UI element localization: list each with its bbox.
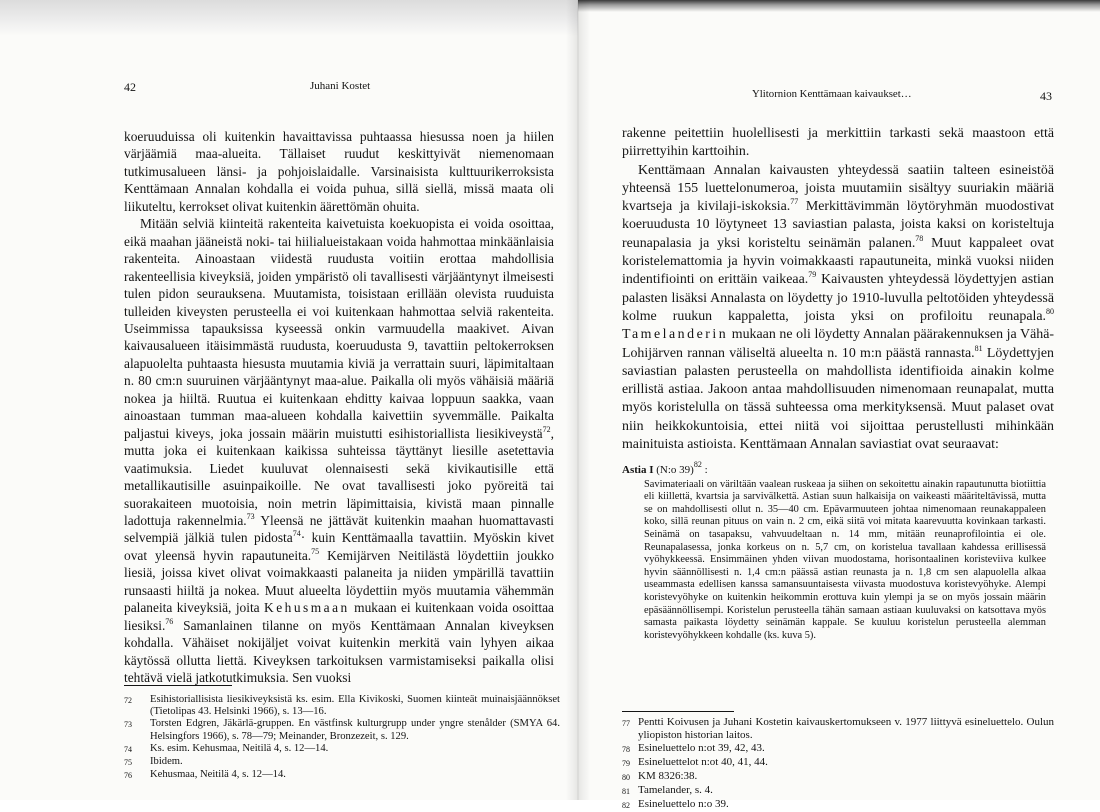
- footnote: [124, 743, 560, 756]
- text-run: Samanlainen tilanne on myös Kenttämaan Annalan kiveyksen kohdalla. Vähäiset nokijäljet voivat kuitenkin merkitä vain lyhyen aikaa käytössä ollutta liettä. Kiveyksen tarkoituksen varmistamiseksi paikalla olisi tehtävä vielä jatkotutkimuksia. Sen vuoksi: [124, 617, 554, 686]
- footnote-ref: 74: [292, 529, 301, 539]
- text-run: Merkittävimmän löytöryhmän muodostivat koeruudusta 10 löytyneet 13 saviastian palasta, joista kaksi on koristeltuja reunapalasia ja yksi koristeltu seinämän palanen.: [622, 199, 1054, 251]
- text-run: koeruuduissa oli kuitenkin havaittavissa puhtaassa hiesussa noen ja hiilen värjäämiä maa-alueita. Tällaiset ruudut keskittyivät niemenomaan tutkimusalueen länsi- ja pohjoislaidalle. Varsinaisista kulttuurikerroksista Kenttämaan Annalan kohdalla ei voida puhua, sillä siellä, missä maata oli liikuteltu, kerrokset olivat kuitenkin äärettömän ohuita.: [124, 129, 554, 214]
- footnote: [622, 798, 1054, 812]
- text-run: mukaan ne oli löydetty Annalan päärakennuksen ja Vähä-Lohijärven rannan väliseltä alueelta n. 10 m:n päästä rannasta.: [622, 327, 1054, 361]
- footnote: [124, 769, 560, 782]
- catalog-entry-colon: :: [701, 464, 708, 476]
- footnote-number: 77: [622, 719, 630, 728]
- footnote: [622, 756, 1054, 770]
- footnote-ref: 80: [1046, 306, 1054, 316]
- text-run: mukaan ei kuitenkaan voida osoittaa liesiksi.: [124, 600, 554, 633]
- paragraph: [124, 128, 554, 215]
- text-run: Kemijärven Neitilästä löydettiin joukko liesiä, joissa kivet olivat voimakkaasti palaneita ja niiden ympärillä tavattiin runsaasti hiiltä ja nokea. Muut alueelta löydettiin myös muutamia vähemmän palaneita kiveyksiä, joita: [124, 547, 554, 616]
- footnote-number: 78: [622, 745, 630, 754]
- body-text: [622, 125, 1054, 454]
- footnote-text: Kehusmaa, Neitilä 4, s. 12—14.: [150, 769, 286, 781]
- footnote-number: 73: [124, 720, 132, 730]
- text-run: Löydettyjen saviastian palasten perusteella on mahdollista identifioida ainakin kolme erillistä astiaa. Jakoon antaa mahdollisuuden nimenomaan reunapalat, mutta myös koristelulla on tässä suhteessa oma merkityksensä. Muut palaset ovat niin heikkokuntoisia, ettei niitä voi sijoittaa perustellusti mihinkään mainituista astioista. Kenttämaan Annalan saviastiat ovat seuraavat:: [622, 345, 1055, 453]
- catalog-entry-text: Savimateriaali on väriltään vaalean ruskeaa ja siihen on sekoitettu ainakin rapautunutta biotiittia eli kiillettä, kvartsia ja sarvivälkettä. Astian suun halkaisija on vaikeasti määriteltävissä, mutta se on mahdollisesti ollut n. 35—40 cm. Epävarmuuteen johtaa nimenomaan reunakappaleen koko, sillä reunan pituus on vain n. 2 cm, eikä siitä voi mitata kaarevuutta kovinkaan tarkasti. Seinämä on tasapaksu, vahvuudeltaan n. 14 mm, mitään reunaprofilointia ei ole. Reunapalasessa, jonka korkeus on n. 5,7 cm, on koristelua tavallaan kahdessa erillisessä vyöhykkeessä. Ensimmäinen yhden viivan muodostama, horisontaalinen koristeviiva kulkee hyvin säännöllisesti n. 1,4 cm:n päässä astian reunasta ja n. 1,8 cm sen alapuolella alkaa useammasta edellisen kanssa samansuuntaisesta viivasta muodostuva koristevyöhyke. Alempi koristevyöhyke on kuitenkin heikommin erottuva kuin ylempi ja se on myös jossain määrin epäsäännöllisempi. Koristelun perusteella tähän samaan astiaan kuuluvaksi on katsottava myös samasta paikasta löydetty seinämän kappale. Se kuuluu koristelun perusteella alemman koristevyöhykkeen kohdalle (ks. kuva 5).: [644, 478, 1046, 641]
- footnote-ref: 76: [165, 616, 174, 626]
- right-page: [578, 0, 1100, 810]
- spaced-name: Kehusmaan: [264, 600, 350, 616]
- running-head: Juhani Kostet: [310, 80, 371, 92]
- text-run: rakenne peitettiin huolellisesti ja merkittiin tarkasti sekä maastoon että piirrettyihin karttoihin.: [622, 126, 1054, 160]
- footnote-text: Torsten Edgren, Jäkärlä-gruppen. En västfinsk kulturgrupp under yngre stenålder (SMYA 64. Helsingfors 1966), s. 78—79; Meinander, Bronzezeit, s. 129.: [150, 718, 560, 742]
- footnote-number: 79: [622, 759, 630, 768]
- footnote-number: 75: [124, 758, 132, 768]
- paragraph: [622, 125, 1054, 162]
- footnote-ref: 78: [915, 233, 924, 243]
- text-run: , mutta joka ei kuitenkaan kaikissa suhteissa täyttänyt liesille asetettavia vaatimuksia. Liedet kuuluvat olennaisesti sekä kivikautisille että metallikautisille asuinpaikoille. Ne ovat tavallisesti joko pyöreitä tai suorakaiteen muotoisia, noin metrin läpimittaisia, kivistä maan pinnalle ladottuja rakennelmia.: [124, 425, 554, 528]
- footnote-text: Tamelander, s. 4.: [638, 784, 713, 796]
- catalog-entry-ref: (N:o 39): [653, 464, 694, 476]
- footnote-ref: 73: [246, 511, 255, 521]
- footnote: [124, 694, 560, 718]
- footnote-text: Esineluettelo n:o 39.: [638, 798, 729, 810]
- catalog-entry: [622, 460, 1046, 642]
- footnote-ref: 77: [790, 197, 799, 207]
- paragraph: [124, 215, 554, 686]
- footnote: [622, 770, 1054, 784]
- footnote-text: Ibidem.: [150, 756, 183, 768]
- footnote: [622, 784, 1054, 798]
- page-number: 43: [1040, 89, 1052, 103]
- footnote-ref: 79: [808, 270, 817, 280]
- footnotes: [124, 694, 560, 782]
- paragraph: [622, 162, 1054, 455]
- spaced-name: Tamelanderin: [622, 327, 729, 343]
- footnote: [124, 718, 560, 742]
- body-text: [124, 128, 554, 687]
- footnote-number: 76: [124, 771, 132, 781]
- footnote-text: Esineluettelot n:ot 40, 41, 44.: [638, 756, 768, 768]
- footnote-text: Pentti Koivusen ja Juhani Kostetin kaivauskertomukseen v. 1977 liittyvä esineluettelo. Oulun yliopiston historian laitos.: [638, 716, 1054, 741]
- footnote-text: Esihistoriallisista liesikiveyksistä ks. esim. Ella Kivikoski, Suomen kiinteät muinaisjäännökset (Tietolipas 43. Helsinki 1966), s. 13—16.: [150, 694, 560, 718]
- left-page-top-shadow: [0, 0, 578, 36]
- footnote-text: KM 8326:38.: [638, 770, 698, 782]
- footnote-number: 82: [622, 801, 630, 810]
- footnote-ref: 72: [542, 424, 551, 434]
- text-run: Kaivausten yhteydessä löydettyjen astian palasten lisäksi Annalasta on löydetty jo 1910-luvulla peltotöiden yhteydessä kolme ruukun kappaletta, joista yksi on profiloitu reunapala.: [622, 272, 1054, 324]
- footnote-ref: 75: [311, 546, 320, 556]
- footnote: [622, 716, 1054, 742]
- footnote-number: 72: [124, 696, 132, 705]
- text-run: · kuin Kenttämaalla tavattiin. Myöskin kivet ovat yleensä hyvin rapautuneita.: [124, 530, 554, 563]
- text-run: Kenttämaan Annalan kaivausten yhteydessä saatiin talteen esineistöä yhteensä 155 luettelonumeroa, joista muutamiin sisältyy suuriakin määriä kvartseja ja kivilaji-iskoksia.: [622, 162, 1054, 215]
- footnote-number: 74: [124, 744, 132, 754]
- footnote: [124, 756, 560, 769]
- footnotes: [622, 716, 1054, 812]
- page-number: 42: [124, 80, 136, 94]
- footnote-text: Ks. esim. Kehusmaa, Neitilä 4, s. 12—14.: [150, 742, 329, 754]
- footnote-ref: 82: [693, 460, 702, 469]
- footnote-text: Esineluettelo n:ot 39, 42, 43.: [638, 742, 765, 754]
- running-head: Ylitornion Kenttämaan kaivaukset…: [752, 88, 912, 100]
- footnote-ref: 81: [974, 343, 983, 353]
- footnote-number: 81: [622, 787, 630, 796]
- footnote-number: 80: [622, 773, 630, 782]
- text-run: Muut kappaleet ovat koristelemattomia ja hyvin voimakkaasti rapautuneita, minkä vuoksi niiden indentifiointi on erittäin vaikeaa.: [622, 235, 1054, 288]
- catalog-entry-head: [622, 460, 1046, 477]
- text-run: Mitään selviä kiinteitä rakenteita kaivetuista koekuopista ei voida osoittaa, eikä maahan jääneistä noki- tai hiilialueistakaan voida hahmottaa minkäänlaisia rakenteita. Ainoastaan viidestä ruudusta voitiin erottaa mahdollisia rakenteellisia kiveyksiä, joiden ympäristö oli tavallisesti värjääntynyt ilmeisesti tulen pidon seurauksena. Muutamista, toisistaan erillään olevista ruuduista tulleiden kiveysten perusteella ei voi kuitenkaan hahmottaa selviä rakenteita. Useimmissa tapauksissa kyseessä onkin varmuudella maakivet. Aivan kaivausalueen itäisimmästä ruudusta, koeruudusta 9, tavattiin peltokerroksen alapuolelta puhtaasta hiesusta muutamia kiviä ja verrattain suuri, läpimitaltaan n. 80 cm:n suuruinen värjääntynyt maa-alue. Paikalla oli myös vähäisiä määriä nokea ja hiiltä. Ruutua ei kuitenkaan ehditty kaivaa loppuun saakka, vaan ainoastaan tumman maa-alueen kohdalla kaivettiin syvemmälle. Paikalta paljastui kiveys, joka jossain määrin muistutti esihistoriallista liesikiveystä: [124, 216, 554, 441]
- text-run: Yleensä ne jättävät kuitenkin maahan huomattavasti selvempiä jälkiä tulen pidosta: [124, 512, 554, 546]
- catalog-entry-label: Astia I: [622, 464, 654, 476]
- footnote-rule: [622, 711, 734, 712]
- footnote: [622, 742, 1054, 756]
- footnote-rule: [124, 685, 232, 686]
- book-gutter: [566, 0, 590, 800]
- right-page-top-shadow: [578, 0, 1100, 12]
